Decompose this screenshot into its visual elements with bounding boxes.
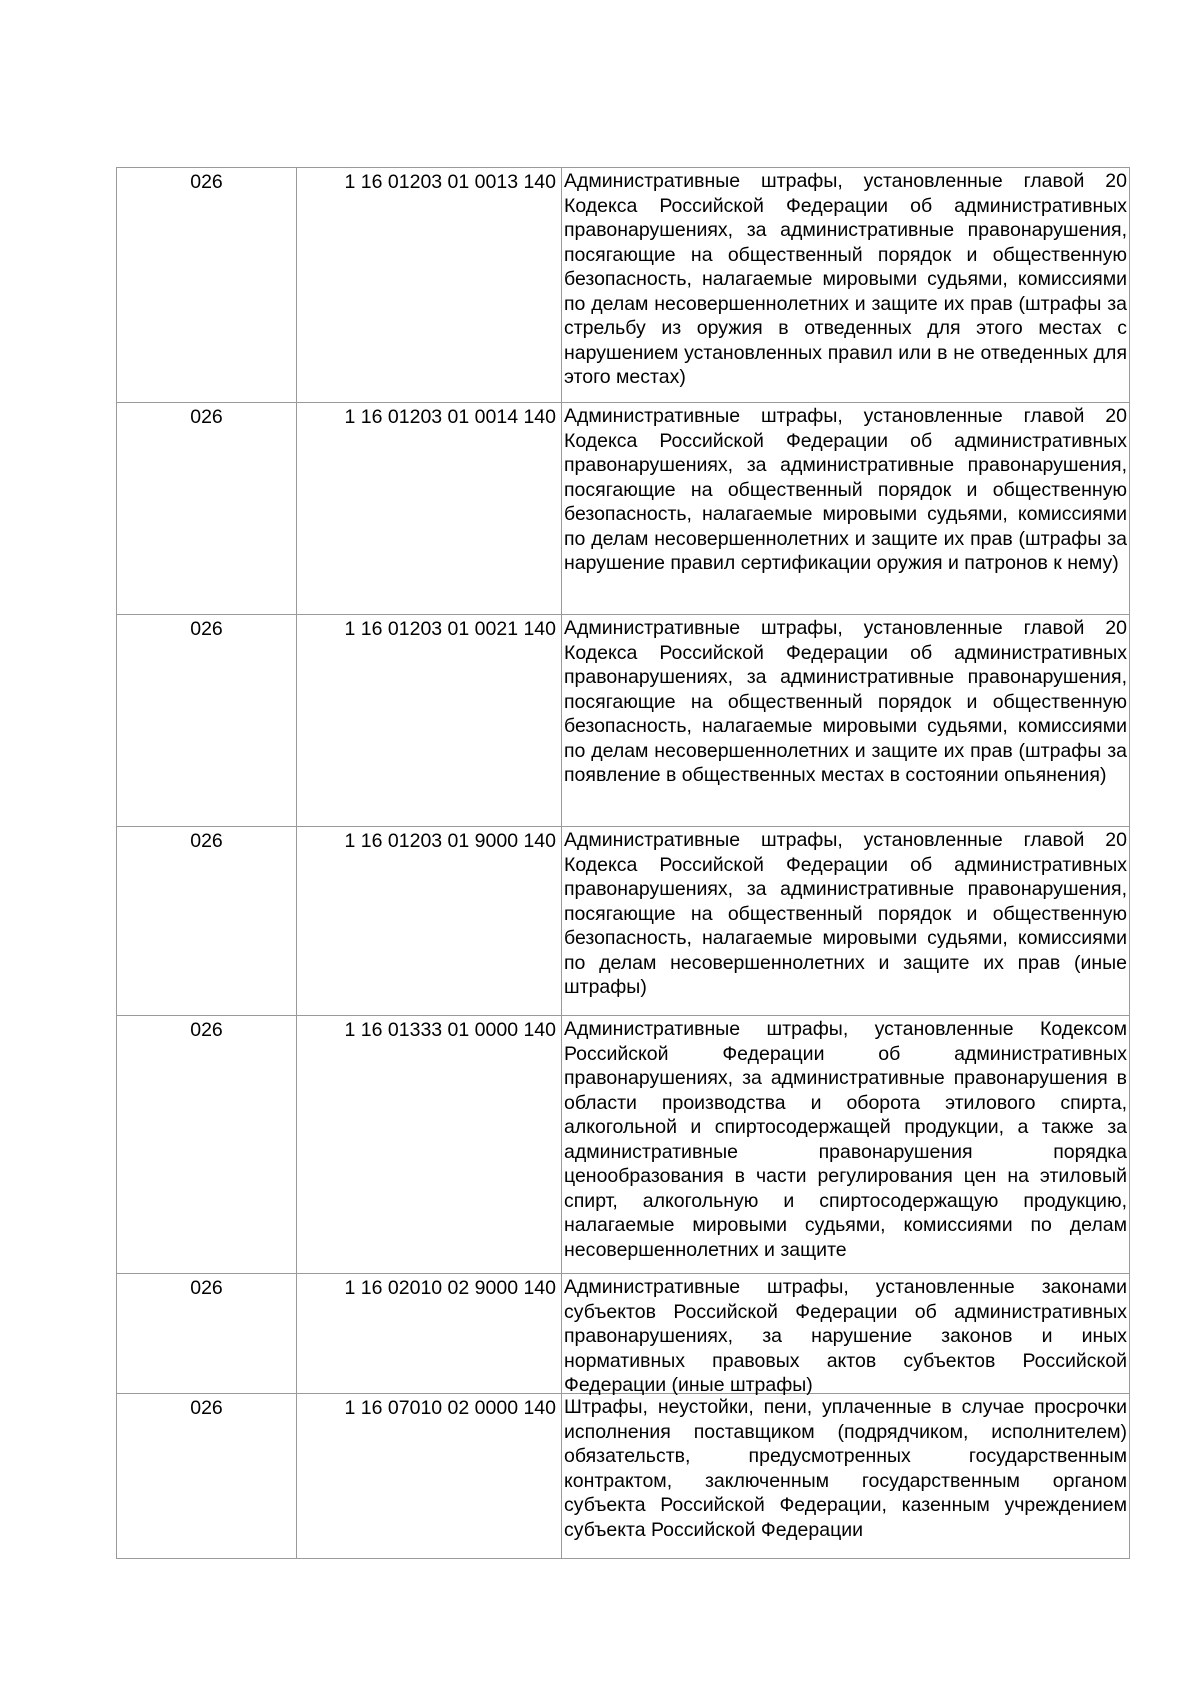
table-row — [117, 403, 1130, 615]
table-row — [117, 1016, 1130, 1274]
table-row — [117, 827, 1130, 1016]
admin-code-cell: 026 — [117, 403, 297, 615]
description-text: Штрафы, неустойки, пени, уплаченные в случае просрочки исполнения поставщиком (подрядчиком, исполнителем) обязательств, предусмотренных государственным контрактом, заключенным государственным органом субъекта Российской Федерации, казенным учреждением субъекта Российской Федерации — [564, 1396, 1127, 1541]
kbk-code-cell: 1 16 07010 02 0000 140 — [297, 1394, 562, 1559]
description-cell — [562, 1016, 1130, 1274]
description-text: Административные штрафы, установленные главой 20 Кодекса Российской Федерации об административных правонарушениях, за административные правонарушения, посягающие на общественный порядок и общественную безопасность, налагаемые мировыми судьями, комиссиями по делам несовершеннолетних и защите их прав (штрафы за появление в общественных местах в состоянии опьянения) — [564, 617, 1127, 786]
description-text: Административные штрафы, установленные законами субъектов Российской Федерации об административных правонарушениях, за нарушение законов и иных нормативных правовых актов субъектов Российской Федерации (иные штрафы) — [564, 1276, 1127, 1396]
kbk-code-cell: 1 16 02010 02 9000 140 — [297, 1274, 562, 1394]
kbk-code-cell: 1 16 01203 01 0013 140 — [297, 168, 562, 403]
kbk-code-cell: 1 16 01203 01 9000 140 — [297, 827, 562, 1016]
admin-code-cell: 026 — [117, 615, 297, 827]
table-row — [117, 615, 1130, 827]
kbk-code-cell: 1 16 01333 01 0000 140 — [297, 1016, 562, 1274]
description-text: Административные штрафы, установленные главой 20 Кодекса Российской Федерации об административных правонарушениях, за административные правонарушения, посягающие на общественный порядок и общественную безопасность, налагаемые мировыми судьями, комиссиями по делам несовершеннолетних и защите их прав (иные штрафы) — [564, 829, 1127, 998]
kbk-code-cell: 1 16 01203 01 0014 140 — [297, 403, 562, 615]
table-row — [117, 168, 1130, 403]
admin-code-cell: 026 — [117, 1274, 297, 1394]
admin-code-cell: 026 — [117, 1016, 297, 1274]
kbk-code-cell: 1 16 01203 01 0021 140 — [297, 615, 562, 827]
description-cell — [562, 1394, 1130, 1559]
description-cell — [562, 168, 1130, 403]
table-row — [117, 1394, 1130, 1559]
description-cell — [562, 1274, 1130, 1394]
admin-code-cell: 026 — [117, 1394, 297, 1559]
budget-codes-table — [116, 167, 1130, 1559]
description-text: Административные штрафы, установленные главой 20 Кодекса Российской Федерации об административных правонарушениях, за административные правонарушения, посягающие на общественный порядок и общественную безопасность, налагаемые мировыми судьями, комиссиями по делам несовершеннолетних и защите их прав (штрафы за нарушение правил сертификации оружия и патронов к нему) — [564, 405, 1127, 574]
description-cell — [562, 827, 1130, 1016]
description-cell — [562, 403, 1130, 615]
description-cell — [562, 615, 1130, 827]
description-text: Административные штрафы, установленные Кодексом Российской Федерации об административных правонарушениях, за административные правонарушения в области производства и оборота этилового спирта, алкогольной и спиртосодержащей продукции, а также за административные правонарушения порядка ценообразования в части регулирования цен на этиловый спирт, алкогольную и спиртосодержащую продукцию, налагаемые мировыми судьями, комиссиями по делам несовершеннолетних и защите — [564, 1018, 1127, 1261]
description-text: Административные штрафы, установленные главой 20 Кодекса Российской Федерации об административных правонарушениях, за административные правонарушения, посягающие на общественный порядок и общественную безопасность, налагаемые мировыми судьями, комиссиями по делам несовершеннолетних и защите их прав (штрафы за стрельбу из оружия в отведенных для этого местах с нарушением установленных правил или в не отведенных для этого местах) — [564, 170, 1127, 388]
admin-code-cell: 026 — [117, 827, 297, 1016]
table-row — [117, 1274, 1130, 1394]
admin-code-cell: 026 — [117, 168, 297, 403]
